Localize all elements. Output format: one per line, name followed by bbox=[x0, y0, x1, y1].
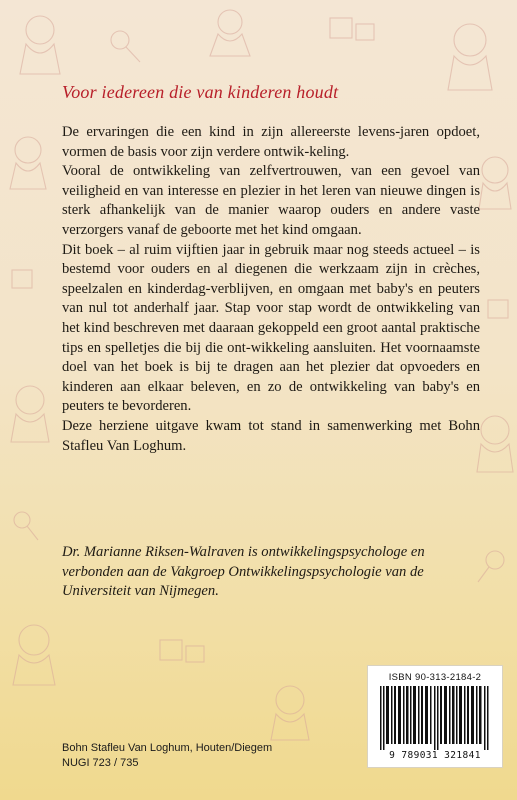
baby-figure-icon bbox=[477, 416, 513, 472]
baby-figure-icon bbox=[10, 137, 46, 189]
paragraph: Dit boek – al ruim vijftien jaar in gebruik maar nog steeds actueel – is bestemd voor ouders en al diegenen die werkzaam zijn in crèches, speelzalen en kinderdag-verblijven, en omgaan met baby's en peuters van nul tot anderhalf jaar. Stap voor stap wordt de ontwikkeling van het kind beschreven met daaraan gekoppeld een groot aantal praktische tips en spelletjes die bij die ont-wikkeling aansluiten. Het voornaamste doel van het boek is bij te dragen aan het plezier dat opvoeders en kinderen aan elkaar beleven, en zo de ontwikkeling van baby's en peuters te bevorderen. bbox=[62, 241, 480, 415]
rattle-icon bbox=[111, 31, 140, 62]
publisher-info bbox=[62, 741, 272, 770]
baby-figure-icon bbox=[13, 625, 55, 685]
paragraph: De ervaringen die een kind in zijn allereerste levens-jaren opdoet, vormen de basis voor zijn verdere ontwik-keling. bbox=[62, 124, 480, 160]
nugi-code: NUGI 723 / 735 bbox=[62, 756, 139, 769]
paragraph: Vooral de ontwikkeling van zelfvertrouwen, van een gevoel van veiligheid en van interesse en plezier in het leren van nieuwe dingen is sterk afhankelijk van de manier waarop ouders en andere vaste verzorgers vanaf de geboorte met het kind omgaan. bbox=[62, 163, 480, 238]
baby-figure-icon bbox=[271, 686, 309, 740]
barcode-icon bbox=[380, 686, 492, 750]
paragraph: Deze herziene uitgave kwam tot stand in samenwerking met Bohn Stafleu Van Loghum. bbox=[62, 417, 480, 454]
baby-figure-icon bbox=[479, 157, 511, 209]
toy-block-icon bbox=[330, 18, 374, 40]
baby-figure-icon bbox=[448, 24, 492, 90]
rattle-icon bbox=[478, 551, 504, 582]
tagline: Voor iedereen die van kinderen houdt bbox=[62, 82, 339, 102]
toy-block-icon bbox=[488, 300, 508, 318]
baby-figure-icon bbox=[11, 386, 49, 442]
baby-figure-icon bbox=[20, 16, 60, 74]
author-note: Dr. Marianne Riksen-Walraven is ontwikkelingspsychologe en verbonden aan de Vakgroep Ontwikkelingspsychologie van de Universiteit van Nijmegen. bbox=[62, 544, 425, 600]
toy-block-icon bbox=[160, 640, 204, 662]
barcode-box bbox=[367, 665, 503, 768]
baby-figure-icon bbox=[210, 10, 250, 56]
toy-block-icon bbox=[12, 270, 32, 288]
publisher-name: Bohn Stafleu Van Loghum, Houten/Diegem bbox=[62, 742, 273, 754]
ean-number: 9 789031 321841 bbox=[389, 750, 481, 761]
isbn-label: ISBN 90-313-2184-2 bbox=[388, 672, 482, 683]
blurb-text bbox=[62, 123, 480, 456]
rattle-icon bbox=[14, 512, 38, 540]
